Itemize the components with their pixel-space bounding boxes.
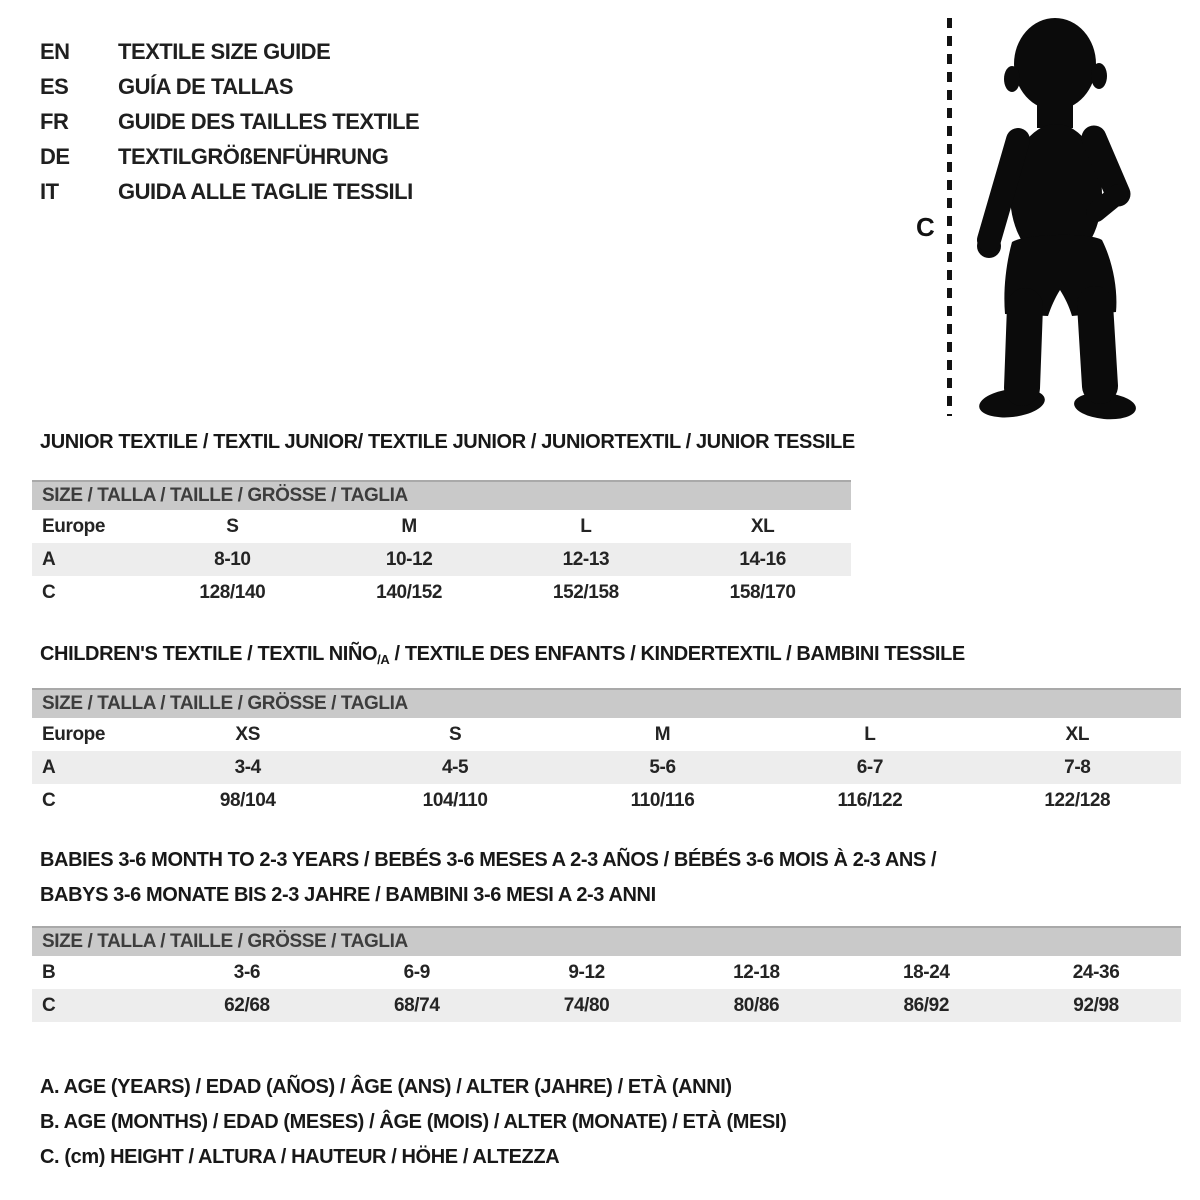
children-title-post: / TEXTILE DES ENFANTS / KINDERTEXTIL / BAMBINI TESSILE bbox=[389, 643, 965, 665]
toddler-silhouette-icon bbox=[962, 16, 1140, 420]
height-value: 116/122 bbox=[837, 789, 903, 811]
size-value: S bbox=[226, 515, 239, 537]
lang-row-es bbox=[40, 69, 419, 104]
junior-size-header-bar: SIZE / TALLA / TAILLE / GRÖSSE / TAGLIA bbox=[32, 480, 851, 510]
children-size-table bbox=[32, 718, 1181, 817]
table-row bbox=[32, 576, 851, 609]
junior-size-table bbox=[32, 510, 851, 609]
lang-row-fr bbox=[40, 104, 419, 139]
age-value: 3-4 bbox=[234, 756, 261, 778]
size-value: S bbox=[448, 723, 462, 745]
age-value: 12-18 bbox=[733, 961, 780, 983]
size-value: L bbox=[864, 723, 876, 745]
table-row bbox=[32, 718, 1181, 751]
age-value: 6-9 bbox=[403, 961, 430, 983]
lang-label: GUIDA ALLE TAGLIE TESSILI bbox=[118, 178, 413, 204]
lang-code: FR bbox=[40, 108, 69, 134]
age-value: 3-6 bbox=[233, 961, 261, 983]
children-section-title bbox=[40, 643, 965, 667]
height-value: 62/68 bbox=[224, 994, 270, 1016]
children-title-pre: CHILDREN'S TEXTILE / TEXTIL NIÑO bbox=[40, 643, 378, 665]
age-value: 14-16 bbox=[739, 548, 786, 570]
height-value: 68/74 bbox=[393, 994, 440, 1016]
age-value: 7-8 bbox=[1064, 756, 1091, 778]
lang-code: EN bbox=[40, 38, 70, 64]
lang-code: DE bbox=[40, 143, 70, 169]
height-value: 152/158 bbox=[552, 581, 619, 603]
lang-row-en bbox=[40, 34, 419, 69]
size-value: L bbox=[580, 515, 592, 537]
table-row bbox=[32, 510, 851, 543]
table-row bbox=[32, 751, 1181, 784]
row-label: A bbox=[42, 548, 56, 570]
height-value: 74/80 bbox=[563, 994, 610, 1016]
lang-label: GUIDE DES TAILLES TEXTILE bbox=[118, 108, 420, 134]
age-value: 18-24 bbox=[902, 961, 950, 983]
row-label: B bbox=[42, 961, 56, 983]
height-measure-line bbox=[947, 18, 952, 416]
height-value: 140/152 bbox=[376, 581, 443, 603]
lang-row-it bbox=[40, 174, 419, 209]
height-value: 80/86 bbox=[733, 994, 780, 1016]
table-row bbox=[32, 956, 1181, 989]
size-value: XL bbox=[750, 515, 775, 537]
babies-section-title-line2: BABYS 3-6 MONATE BIS 2-3 JAHRE / BAMBINI 3-6 MESI A 2-3 ANNI bbox=[40, 884, 656, 906]
row-label: C bbox=[42, 789, 56, 811]
size-value: XS bbox=[235, 723, 260, 745]
age-value: 9-12 bbox=[568, 961, 605, 983]
lang-label: GUÍA DE TALLAS bbox=[118, 73, 294, 99]
height-value: 158/170 bbox=[729, 581, 796, 603]
height-value: 98/104 bbox=[219, 789, 276, 811]
babies-section-title-line1: BABIES 3-6 MONTH TO 2-3 YEARS / BEBÉS 3-6 MESES A 2-3 AÑOS / BÉBÉS 3-6 MOIS À 2-3 ANS / bbox=[40, 849, 937, 871]
age-value: 4-5 bbox=[441, 756, 469, 778]
row-label: Europe bbox=[42, 723, 106, 745]
table-row bbox=[32, 784, 1181, 817]
legend bbox=[40, 1070, 786, 1175]
children-title-sub: /A bbox=[377, 652, 390, 667]
babies-size-header-bar: SIZE / TALLA / TAILLE / GRÖSSE / TAGLIA bbox=[32, 926, 1181, 956]
age-value: 12-13 bbox=[562, 548, 610, 570]
language-title-list bbox=[40, 34, 419, 209]
size-value: M bbox=[401, 515, 417, 537]
size-value: M bbox=[654, 723, 671, 745]
row-label: A bbox=[42, 756, 56, 778]
age-value: 24-36 bbox=[1072, 961, 1120, 983]
legend-line-c: C. (cm) HEIGHT / ALTURA / HAUTEUR / HÖHE / ALTEZZA bbox=[40, 1146, 560, 1168]
table-row bbox=[32, 543, 851, 576]
height-value: 92/98 bbox=[1073, 994, 1119, 1016]
legend-line-b: B. AGE (MONTHS) / EDAD (MESES) / ÂGE (MOIS) / ALTER (MONATE) / ETÀ (MESI) bbox=[40, 1111, 787, 1133]
babies-size-table bbox=[32, 956, 1181, 1022]
row-label: Europe bbox=[42, 515, 106, 537]
height-value: 110/116 bbox=[630, 789, 695, 811]
children-size-header-bar: SIZE / TALLA / TAILLE / GRÖSSE / TAGLIA bbox=[32, 688, 1181, 718]
height-value: 128/140 bbox=[199, 581, 266, 603]
lang-row-de bbox=[40, 139, 419, 174]
lang-code: ES bbox=[40, 73, 69, 99]
table-row bbox=[32, 989, 1181, 1022]
size-value: XL bbox=[1065, 723, 1090, 745]
height-measure-label: C bbox=[916, 212, 935, 242]
age-value: 6-7 bbox=[856, 756, 884, 778]
lang-label: TEXTILE SIZE GUIDE bbox=[118, 38, 331, 64]
row-label: C bbox=[42, 581, 56, 603]
height-value: 104/110 bbox=[422, 789, 488, 811]
row-label: C bbox=[42, 994, 56, 1016]
age-value: 10-12 bbox=[385, 548, 433, 570]
age-value: 5-6 bbox=[649, 756, 676, 778]
lang-label: TEXTILGRÖßENFÜHRUNG bbox=[118, 143, 389, 169]
junior-section-title: JUNIOR TEXTILE / TEXTIL JUNIOR/ TEXTILE JUNIOR / JUNIORTEXTIL / JUNIOR TESSILE bbox=[40, 431, 855, 453]
legend-line-a: A. AGE (YEARS) / EDAD (AÑOS) / ÂGE (ANS) / ALTER (JAHRE) / ETÀ (ANNI) bbox=[40, 1076, 732, 1098]
height-value: 122/128 bbox=[1044, 789, 1111, 811]
lang-code: IT bbox=[40, 178, 59, 204]
age-value: 8-10 bbox=[214, 548, 251, 570]
height-value: 86/92 bbox=[903, 994, 950, 1016]
